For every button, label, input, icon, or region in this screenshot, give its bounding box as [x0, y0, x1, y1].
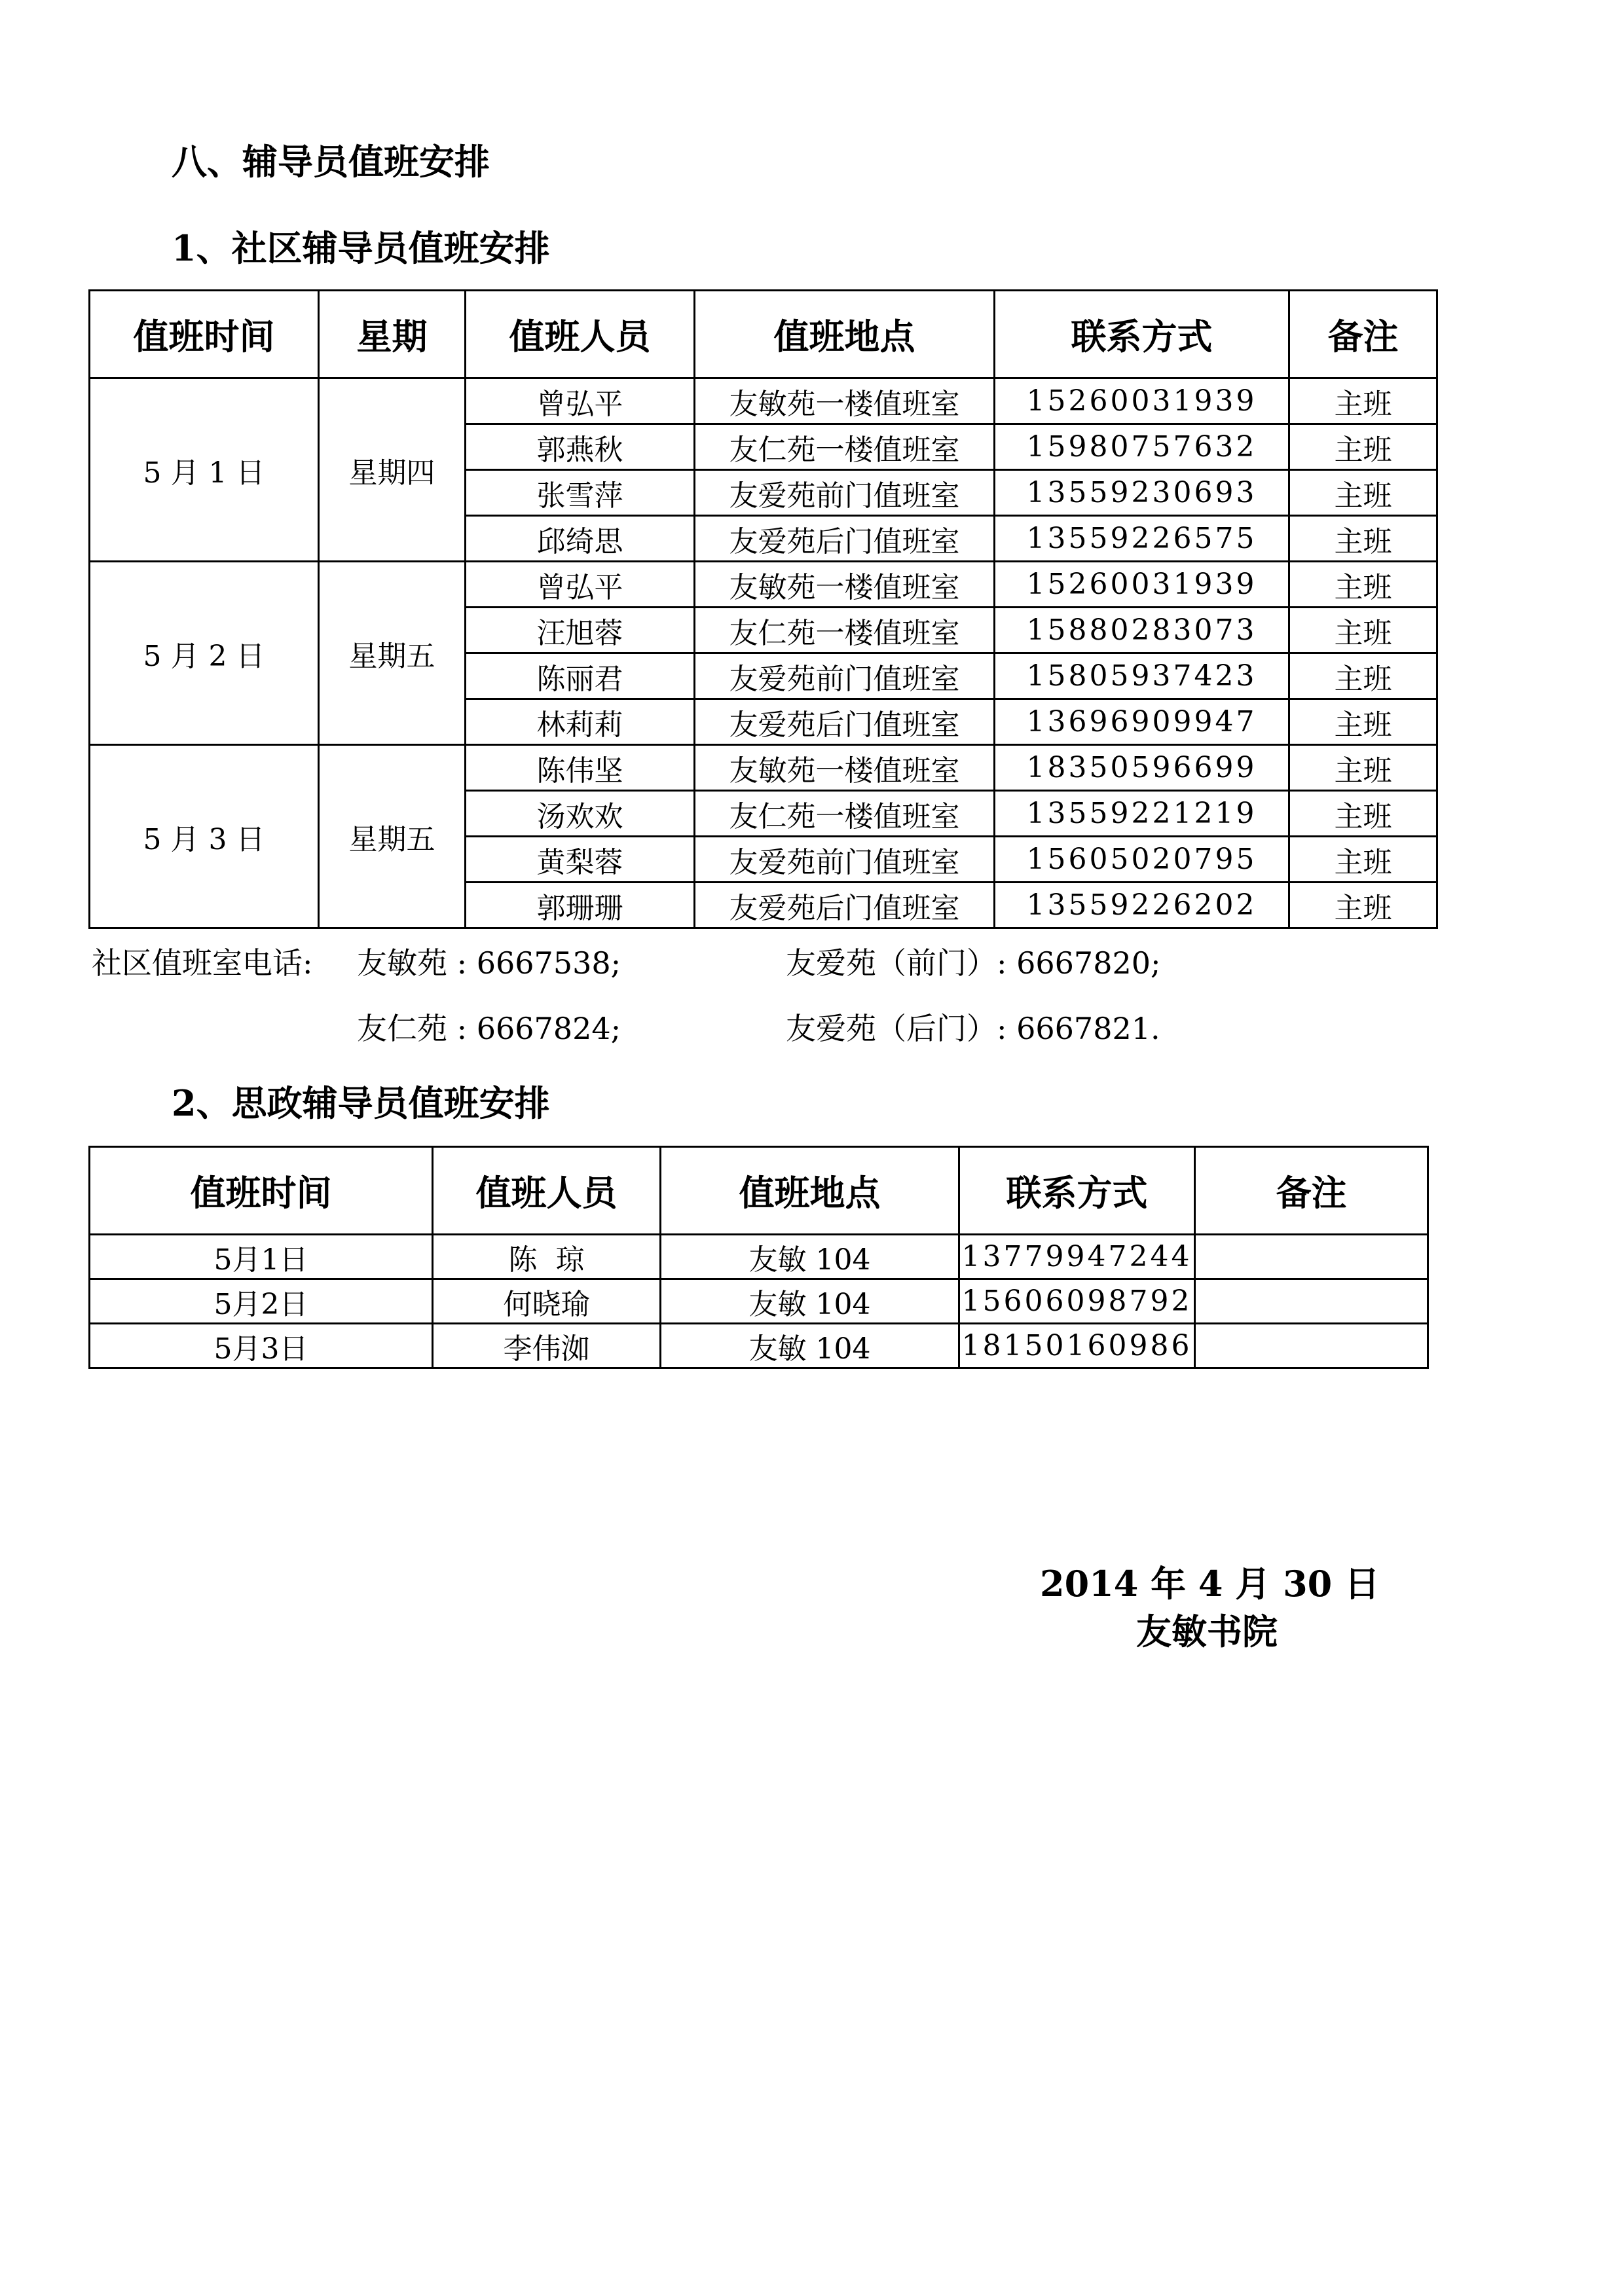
- phone-cell: 15260031939: [995, 562, 1289, 608]
- phone-cell: 13559226575: [995, 516, 1289, 562]
- person-cell: 曾弘平: [466, 378, 695, 424]
- person-cell: 何晓瑜: [433, 1279, 661, 1324]
- header-cell: 联系方式: [959, 1147, 1195, 1235]
- table-row: [90, 1324, 1428, 1368]
- person-cell: 黄梨蓉: [466, 837, 695, 883]
- table-row: [90, 378, 1437, 424]
- phone-youren: [357, 1013, 621, 1044]
- phone-cell: 13559226202: [995, 883, 1289, 928]
- person-cell: 张雪萍: [466, 470, 695, 516]
- note-cell: 主班: [1289, 653, 1437, 699]
- table-header-row: [90, 1147, 1428, 1235]
- note-cell: 主班: [1289, 378, 1437, 424]
- phone-cell: 13559221219: [995, 791, 1289, 837]
- person-cell: 陈伟坚: [466, 745, 695, 791]
- place-cell: 友爱苑前门值班室: [695, 653, 995, 699]
- place-cell: 友爱苑前门值班室: [695, 470, 995, 516]
- note-cell: 主班: [1289, 745, 1437, 791]
- person-cell: 汤欢欢: [466, 791, 695, 837]
- header-cell: 备注: [1289, 291, 1437, 378]
- note-cell: [1195, 1279, 1428, 1324]
- header-cell: 值班地点: [695, 291, 995, 378]
- place-cell: 友敏苑一楼值班室: [695, 378, 995, 424]
- place-cell: 友仁苑一楼值班室: [695, 424, 995, 470]
- table-row: [90, 562, 1437, 608]
- header-cell: 值班人员: [466, 291, 695, 378]
- section-title: 八、辅导员值班安排: [172, 141, 490, 183]
- date-cell: 5月3日: [90, 1324, 433, 1368]
- table-header-row: [90, 291, 1437, 378]
- place-cell: 友仁苑一楼值班室: [695, 608, 995, 653]
- person-cell: 曾弘平: [466, 562, 695, 608]
- note-cell: [1195, 1324, 1428, 1368]
- phone-number: 6667820;: [1016, 945, 1161, 981]
- place-cell: 友敏苑一楼值班室: [695, 562, 995, 608]
- person-cell: 李伟洳: [433, 1324, 661, 1368]
- person-cell: 汪旭蓉: [466, 608, 695, 653]
- note-cell: 主班: [1289, 883, 1437, 928]
- phone-cell: 15880283073: [995, 608, 1289, 653]
- phone-youmin: [357, 945, 621, 981]
- note-cell: 主班: [1289, 424, 1437, 470]
- person-cell: 陈 琼: [433, 1235, 661, 1279]
- note-cell: 主班: [1289, 562, 1437, 608]
- date-cell: 5 月 1 日: [90, 378, 319, 562]
- place-cell: 友爱苑后门值班室: [695, 883, 995, 928]
- weekday-cell: 星期五: [319, 562, 466, 745]
- phone-cell: 13696909947: [995, 699, 1289, 745]
- phone-cell: 15606098792: [959, 1279, 1195, 1324]
- place-cell: 友爱苑后门值班室: [695, 699, 995, 745]
- note-cell: 主班: [1289, 837, 1437, 883]
- phone-name: 友爱苑（后门）:: [786, 1011, 1007, 1046]
- community-schedule-title: 1、社区辅导员值班安排: [172, 227, 550, 269]
- person-cell: 郭燕秋: [466, 424, 695, 470]
- community-schedule-table: [88, 289, 1438, 929]
- place-cell: 友敏 104: [661, 1324, 959, 1368]
- phone-cell: 15605020795: [995, 837, 1289, 883]
- ideology-schedule-table: [88, 1146, 1429, 1369]
- note-cell: 主班: [1289, 470, 1437, 516]
- person-cell: 邱绮思: [466, 516, 695, 562]
- note-cell: [1195, 1235, 1428, 1279]
- header-cell: 值班时间: [90, 291, 319, 378]
- footer-org: 友敏书院: [1136, 1611, 1278, 1652]
- place-cell: 友爱苑前门值班室: [695, 837, 995, 883]
- header-cell: 值班时间: [90, 1147, 433, 1235]
- header-cell: 值班地点: [661, 1147, 959, 1235]
- phone-cell: 15260031939: [995, 378, 1289, 424]
- header-cell: 星期: [319, 291, 466, 378]
- phones-label: 社区值班室电话:: [92, 945, 313, 981]
- header-cell: 值班人员: [433, 1147, 661, 1235]
- phone-youai-front: [786, 945, 1161, 981]
- header-cell: 备注: [1195, 1147, 1428, 1235]
- table-row: [90, 1235, 1428, 1279]
- note-cell: 主班: [1289, 699, 1437, 745]
- phone-number: 6667538;: [476, 945, 621, 981]
- phone-cell: 13559230693: [995, 470, 1289, 516]
- date-cell: 5 月 2 日: [90, 562, 319, 745]
- phone-cell: 15805937423: [995, 653, 1289, 699]
- place-cell: 友敏 104: [661, 1235, 959, 1279]
- weekday-cell: 星期四: [319, 378, 466, 562]
- weekday-cell: 星期五: [319, 745, 466, 928]
- phone-name: 友仁苑 :: [357, 1011, 468, 1046]
- phone-cell: 18350596699: [995, 745, 1289, 791]
- person-cell: 郭珊珊: [466, 883, 695, 928]
- date-cell: 5月2日: [90, 1279, 433, 1324]
- table-row: [90, 745, 1437, 791]
- phone-number: 6667821.: [1016, 1011, 1160, 1046]
- phone-number: 6667824;: [476, 1011, 621, 1046]
- phone-name: 友敏苑 :: [357, 945, 468, 981]
- header-cell: 联系方式: [995, 291, 1289, 378]
- place-cell: 友敏 104: [661, 1279, 959, 1324]
- place-cell: 友爱苑后门值班室: [695, 516, 995, 562]
- note-cell: 主班: [1289, 608, 1437, 653]
- phone-cell: 18150160986: [959, 1324, 1195, 1368]
- phone-name: 友爱苑（前门）:: [786, 945, 1007, 981]
- note-cell: 主班: [1289, 516, 1437, 562]
- place-cell: 友敏苑一楼值班室: [695, 745, 995, 791]
- person-cell: 林莉莉: [466, 699, 695, 745]
- date-cell: 5 月 3 日: [90, 745, 319, 928]
- ideology-schedule-title: 2、思政辅导员值班安排: [172, 1082, 550, 1124]
- note-cell: 主班: [1289, 791, 1437, 837]
- phone-youai-back: [786, 1013, 1160, 1044]
- table-row: [90, 1279, 1428, 1324]
- phone-cell: 13779947244: [959, 1235, 1195, 1279]
- place-cell: 友仁苑一楼值班室: [695, 791, 995, 837]
- footer-date: 2014 年 4 月 30 日: [1040, 1563, 1380, 1605]
- phone-cell: 15980757632: [995, 424, 1289, 470]
- person-cell: 陈丽君: [466, 653, 695, 699]
- date-cell: 5月1日: [90, 1235, 433, 1279]
